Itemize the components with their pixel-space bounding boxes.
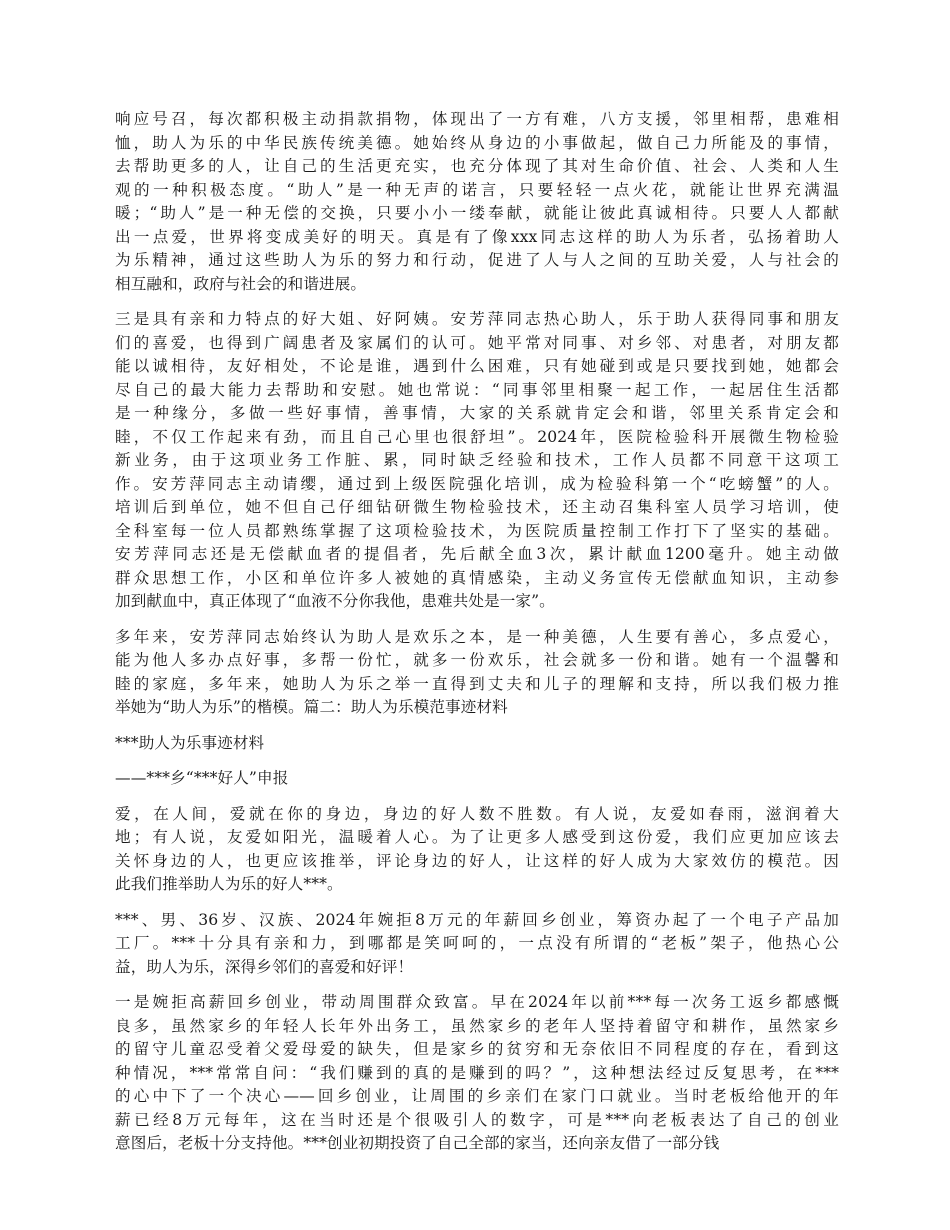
text-line: 新业务，由于这项业务工作脏、累，同时缺乏经验和技术，工作人员都不同意干这项工 xyxy=(115,451,839,469)
text-line: 作。安芳萍同志主动请缨，通过到上级医院强化培训，成为检验科第一个“吃螃蟹”的人。 xyxy=(115,474,839,493)
paragraph xyxy=(115,767,839,791)
text-line: 为乐精神，通过这些助人为乐的努力和行动，促进了人与人之间的互助关爱，人与社会的 xyxy=(115,251,839,269)
text-line: 地；有人说，友爱如阳光，温暖着人心。为了让更多人感受到这份爱，我们应更加应该去 xyxy=(115,828,839,846)
paragraph xyxy=(115,991,839,1156)
paragraph xyxy=(115,732,839,756)
text-line: 爱，在人间，爱就在你的身边，身边的好人数不胜数。有人说，友爱如春雨，滋润着大 xyxy=(115,804,839,823)
text-line: 能为他人多办点好事，多帮一份忙，就多一份欢乐，社会就多一份和谐。她有一个温馨和 xyxy=(115,651,839,669)
text-line: 恤，助人为乐的中华民族传统美德。她始终从身边的小事做起，做自己力所能及的事情， xyxy=(115,133,839,152)
text-line: 是一种缘分，多做一些好事情，善事情，大家的关系就肯定会和谐，邻里关系肯定会和 xyxy=(115,404,839,422)
text-line: 能以诚相待，友好相处，不论是谁，遇到什么困难，只有她碰到或是只要找到她，她都会 xyxy=(115,357,839,375)
text-line: 举她为“助人为乐”的楷模。篇二：助人为乐模范事迹材料 xyxy=(115,698,508,716)
text-line: 薪已经8万元每年，这在当时还是个很吸引人的数字，可是***向老板表达了自己的创业 xyxy=(115,1110,839,1129)
text-line: 相互融和，政府与社会的和谐进展。 xyxy=(115,274,367,293)
text-line: 的心中下了一个决心——回乡创业，让周围的乡亲们在家门口就业。当时老板给他开的年 xyxy=(115,1087,839,1105)
text-line: 出一点爱，世界将变成美好的明天。真是有了像xxx同志这样的助人为乐者，弘扬着助人 xyxy=(115,227,839,246)
paragraph xyxy=(115,308,839,614)
text-line: 睦的家庭，多年来，她助人为乐之举一直得到丈夫和儿子的理解和支持，所以我们极力推 xyxy=(115,674,839,693)
text-line: 全科室每一位人员都熟练掌握了这项检验技术，为医院质量控制工作打下了坚实的基础。 xyxy=(115,521,839,540)
text-line: 睦，不仅工作起来有劲，而且自己心里也很舒坦”。2024年，医院检验科开展微生物检验 xyxy=(115,427,839,446)
text-line: 观的一种积极态度。“助人”是一种无声的诺言，只要轻轻一点火花，就能让世界充满温 xyxy=(115,180,839,199)
text-line: 意图后，老板十分支持他。***创业初期投资了自己全部的家当，还向亲友借了一部分钱 xyxy=(115,1134,720,1152)
text-line: 响应号召，每次都积极主动捐款捐物，体现出了一方有难，八方支援，邻里相帮，患难相 xyxy=(115,110,839,128)
text-line: ***助人为乐事迹材料 xyxy=(115,733,265,752)
text-line: 的留守儿童忍受着父爱母爱的缺失，但是家乡的贫穷和无奈依旧不同程度的存在，看到这 xyxy=(115,1040,839,1058)
document-page xyxy=(115,108,839,1168)
text-line: ***、男、36岁、汉族、2024年婉拒8万元的年薪回乡创业，筹资办起了一个电子产品加 xyxy=(115,910,839,929)
text-line: 安芳萍同志还是无偿献血者的提倡者，先后献全血3次，累计献血1200毫升。她主动做 xyxy=(115,545,839,563)
paragraph xyxy=(115,909,839,980)
text-line: 良多，虽然家乡的年轻人长年外出务工，虽然家乡的老年人坚持着留守和耕作，虽然家乡 xyxy=(115,1016,839,1035)
text-line: 此我们推举助人为乐的好人***。 xyxy=(115,875,343,893)
text-line: 工厂。***十分具有亲和力，到哪都是笑呵呵的，一点没有所谓的“老板”架子，他热心公 xyxy=(115,934,839,952)
text-line: 加到献血中，真正体现了“血液不分你我他，患难共处是一家”。 xyxy=(115,592,555,610)
text-line: 们的喜爱，也得到广阔患者及家属们的认可。她平常对同事、对乡邻、对患者，对朋友都 xyxy=(115,333,839,352)
text-line: 群众思想工作，小区和单位许多人被她的真情感染，主动义务宣传无偿献血知识，主动参 xyxy=(115,568,839,587)
paragraph xyxy=(115,803,839,897)
text-line: 多年来，安芳萍同志始终认为助人是欢乐之本，是一种美德，人生要有善心，多点爱心， xyxy=(115,627,839,646)
paragraph xyxy=(115,626,839,720)
text-line: 关怀身边的人，也更应该推举，评论身边的好人，让这样的好人成为大家效仿的模范。因 xyxy=(115,851,839,870)
text-line: 种情况，***常常自问：“我们赚到的真的是赚到的吗？”，这种想法经过反复思考，在*** xyxy=(115,1063,839,1082)
text-line: 去帮助更多的人，让自己的生活更充实，也充分体现了其对生命价值、社会、人类和人生 xyxy=(115,157,839,175)
paragraph xyxy=(115,108,839,296)
text-line: 益，助人为乐，深得乡邻们的喜爱和好评！ xyxy=(115,957,414,976)
text-line: 三是具有亲和力特点的好大姐、好阿姨。安芳萍同志热心助人，乐于助人获得同事和朋友 xyxy=(115,310,839,328)
text-line: 暖；“助人”是一种无偿的交换，只要小小一缕奉献，就能让彼此真诚相待。只要人人都献 xyxy=(115,204,839,222)
text-line: 一是婉拒高薪回乡创业，带动周围群众致富。早在2024年以前***每一次务工返乡都感慨 xyxy=(115,993,839,1011)
text-line: ——***乡“***好人”申报 xyxy=(115,769,289,787)
text-line: 培训后到单位，她不但自己仔细钻研微生物检验技术，还主动召集科室人员学习培训，使 xyxy=(115,498,839,516)
text-line: 尽自己的最大能力去帮助和安慰。她也常说：“同事邻里相聚一起工作，一起居住生活都 xyxy=(115,380,839,399)
